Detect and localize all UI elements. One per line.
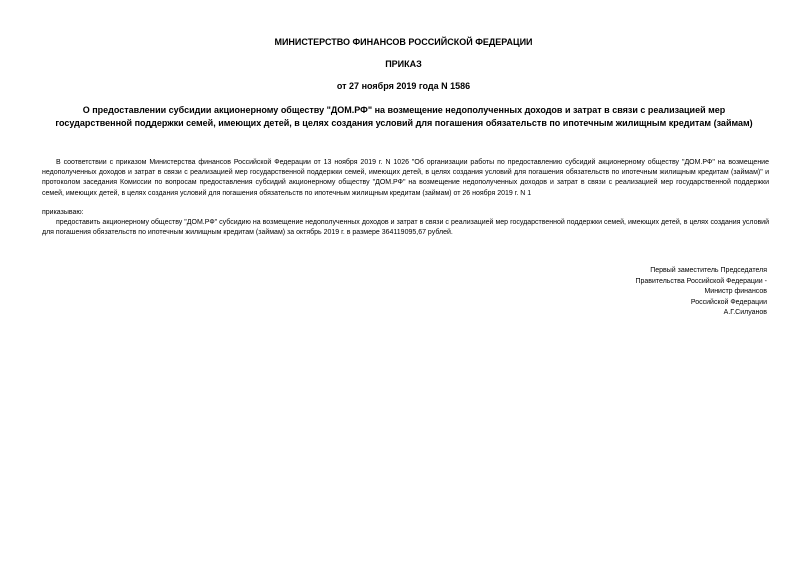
order-title: О предоставлении субсидии акционерному обществу "ДОМ.РФ" на возмещение недополученных доходов и затрат в связи с реализацией мер государственной поддержки семей, имеющих детей, в целях создания условий для погашения обязательств по ипотечным жилищным кредитам (займам) — [55, 105, 753, 128]
basis-paragraph: В соответствии с приказом Министерства финансов Российской Федерации от 13 ноября 2019 г. N 1026 "Об организации работы по предоставлению субсидий акционерному обществу "ДОМ.РФ" на возмещение недополученных доходов и затрат в связи с реализацией мер государственной поддержки семей, имеющих детей, в целях создания условий для погашения обязательств по ипотечным жилищным кредитам (займам)" и протоколом заседания Комиссии по вопросам предоставления субсидий акционерному обществу "ДОМ.РФ" на возмещение недополученных доходов и затрат в связи с реализацией мер государственной поддержки семей, имеющих детей, в целях создания условий для погашения обязательств по ипотечным жилищным кредитам (займам) от 26 ноября 2019 г. N 1 — [42, 159, 769, 197]
signature-line: Министр финансов — [704, 288, 767, 296]
order-date-heading: от 27 ноября 2019 года N 1586 — [336, 81, 471, 91]
order-type-heading: ПРИКАЗ — [385, 59, 422, 69]
signature-name: А.Г.Силуанов — [723, 309, 767, 317]
signature-line: Первый заместитель Председателя — [650, 267, 767, 274]
signature-line: Российской Федерации — [690, 298, 767, 306]
ministry-heading: МИНИСТЕРСТВО ФИНАНСОВ РОССИЙСКОЙ ФЕДЕРАЦИИ — [274, 37, 533, 47]
signature-line: Правительства Российской Федерации - — [635, 277, 767, 285]
signature-block — [547, 266, 767, 319]
orders-word: приказываю: — [42, 209, 84, 216]
decision-paragraph: предоставить акционерному обществу "ДОМ.РФ" субсидию на возмещение недополученных доходов и затрат в связи с реализацией мер государственной поддержки семей, имеющих детей, в целях создания условий для погашения обязательств по ипотечным жилищным кредитам (займам) за октябрь 2019 г. в размере 364119095,67 рублей. — [42, 219, 769, 237]
